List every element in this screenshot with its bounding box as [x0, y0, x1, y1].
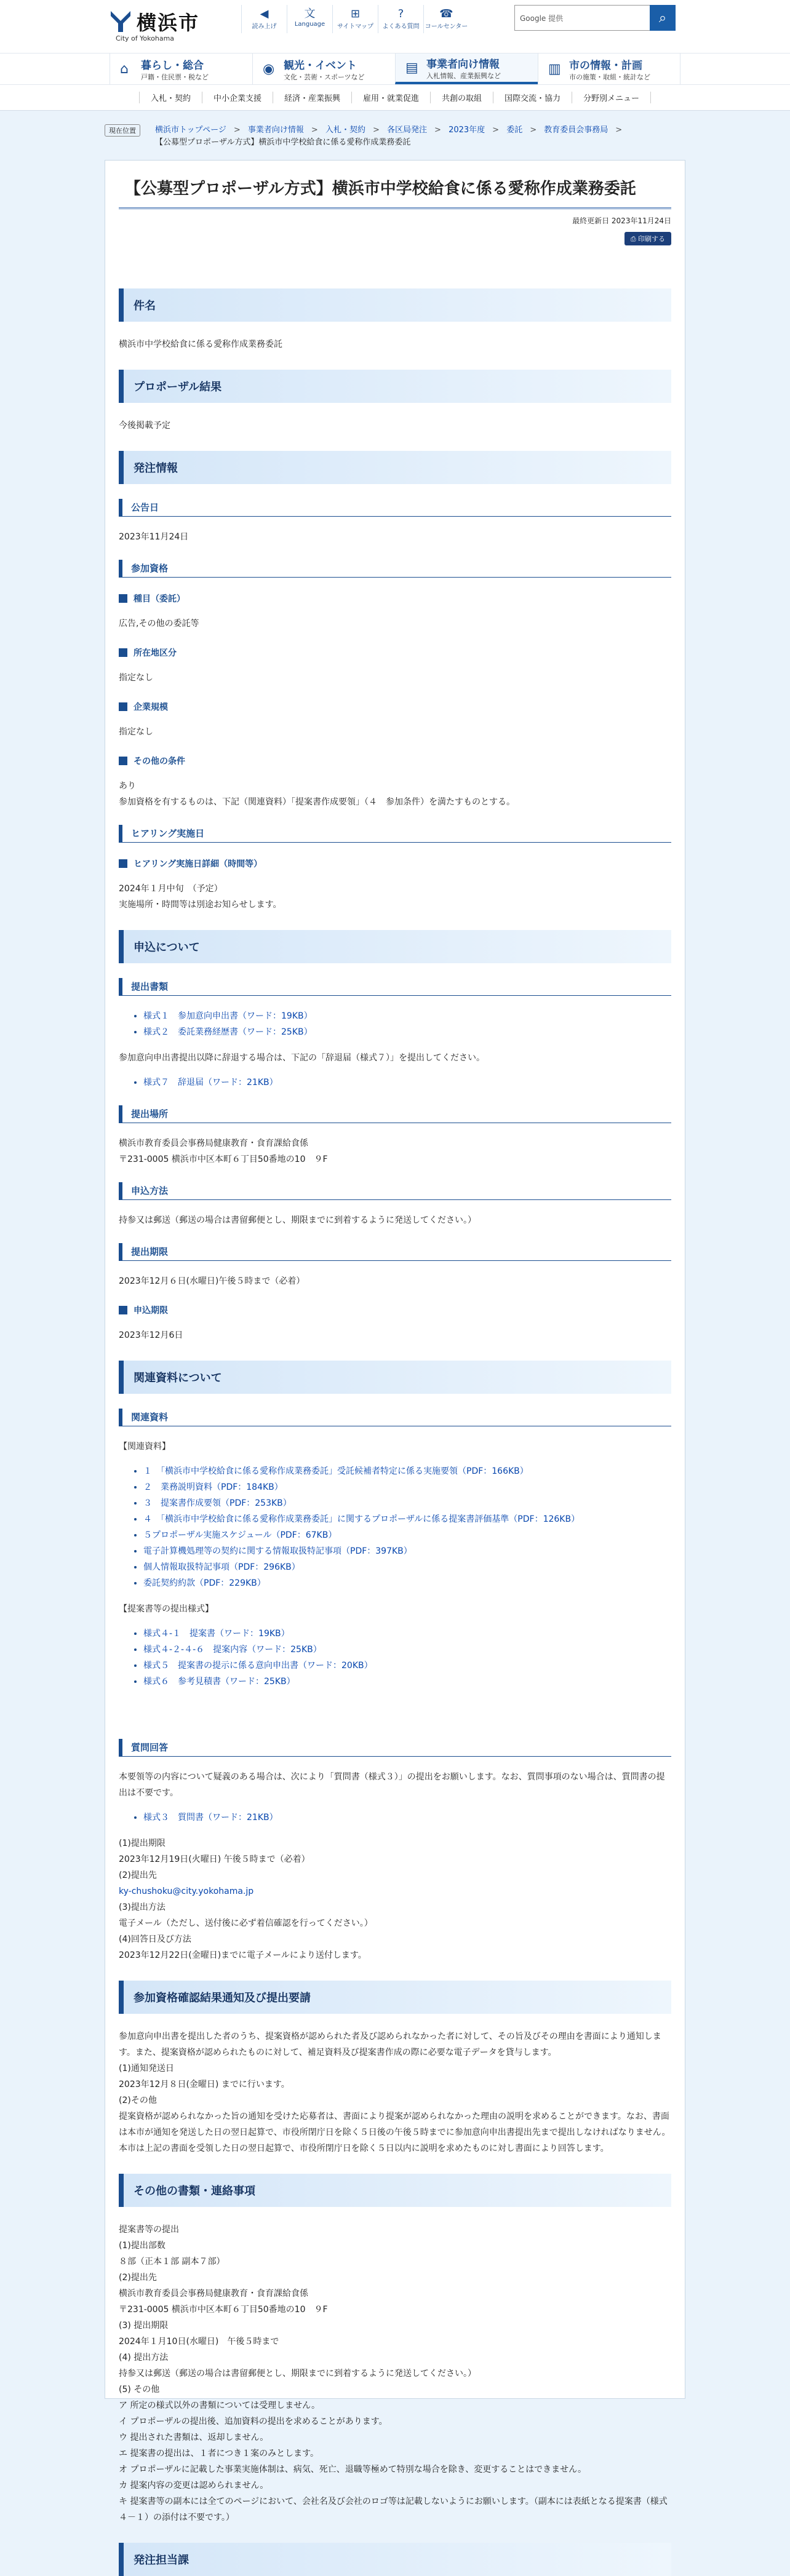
body-text: イ プロポーザルの提出後、追加資料の提出を求めることがあります。 [119, 2417, 388, 2427]
body-text: 今後掲載予定 [119, 421, 170, 431]
body-text: 2023年12月19日(火曜日) 午後５時まで（必着） [119, 1854, 310, 1864]
body-text: 持参又は郵送（郵送の場合は書留郵便とし、期限までに到着するように発送してください。） [119, 1215, 476, 1225]
home-icon: ⌂ [120, 61, 129, 77]
body-text: 2023年12月６日(水曜日)午後５時まで（必着） [119, 1276, 305, 1286]
subsection-heading: 提出書類 [119, 978, 671, 996]
list-item [143, 1527, 671, 1543]
breadcrumb-current: 【公募型プロポーザル方式】横浜市中学校給食に係る愛称作成業務委託 [155, 138, 411, 147]
subsection-heading: 申込方法 [119, 1182, 671, 1200]
file-link[interactable]: ４ 「横浜市中学校給食に係る愛称作成業務委託」に関するプロポーザルに係る提案書評価基準（PDF：126KB） [143, 1514, 580, 1524]
body-text: ８部（正本１部 副本７部） [119, 2257, 225, 2267]
gnav-tourism[interactable] [252, 54, 395, 84]
file-link[interactable]: ２ 業務説明資料（PDF：184KB） [143, 1482, 283, 1492]
minor-heading: 所在地区分 [119, 646, 671, 659]
body-text: (1)提出部数 [119, 2241, 166, 2251]
file-link[interactable]: 様式５ 提案書の提示に係る意向申出書（ワード：20KB） [143, 1661, 373, 1671]
list-item [143, 1075, 671, 1091]
body-text: 【関連資料】 [119, 1442, 170, 1452]
minor-heading: その他の条件 [119, 755, 671, 767]
body-text: カ 提案内容の変更は認められません。 [119, 2481, 269, 2491]
body-text: 提案資格が認められなかった旨の通知を受けた応募者は、書面により提案が認められなかった理由の説明を求めることができます。なお、書面は本市が通知を発送した日の翌日起算で、市役所閉庁日を除く５日後の午後５時までに参加意向申出書提出先まで提出しなければなりません。本市は上記の書面を受領した日の翌日起算で、市役所閉庁日を除く５日以内に説明を求めたものに対し書面により回答します。 [119, 2112, 671, 2153]
search-button[interactable] [650, 5, 676, 31]
list-item [143, 1642, 671, 1658]
file-link[interactable]: ３ 提案書作成要領（PDF：253KB） [143, 1498, 292, 1508]
gnav-sub: 文化・芸術・スポーツなど [284, 73, 365, 81]
breadcrumb-link[interactable]: 各区局発注 [387, 125, 428, 135]
body-text: 【提案書等の提出様式】 [119, 1604, 213, 1614]
site-search [514, 5, 676, 31]
util-read-aloud[interactable] [241, 5, 287, 33]
body-text: (1)提出期限 [119, 1839, 166, 1848]
file-list [143, 1463, 671, 1591]
phone-icon: ☎ [439, 7, 453, 20]
util-faq[interactable] [378, 5, 423, 33]
breadcrumb-sep: > [311, 125, 318, 135]
body-text: 参加意向申出書提出以降に辞退する場合は、下記の「辞退届（様式７）」を提出してください。 [119, 1053, 485, 1063]
logo-name: 横浜市 [137, 11, 200, 34]
file-list [143, 1075, 671, 1091]
util-call-center[interactable] [423, 5, 469, 33]
util-label: Language [294, 21, 325, 28]
body-text: 参加意向申出書を提出した者のうち、提案資格が認められた者及び認められなかった者に対して、その旨及びその理由を書面により通知します。また、提案資格が認められたものに対して、補足資料及び提案書作成の際に必要な電子データを貸与します。 [119, 2032, 661, 2057]
city-logo[interactable] [108, 5, 201, 48]
file-link[interactable]: 様式４-２-４-６ 提案内容（ワード：25KB） [143, 1645, 322, 1655]
section-heading: 発注情報 [119, 451, 671, 484]
file-list [143, 1626, 671, 1690]
body-text: (2)その他 [119, 2096, 157, 2105]
breadcrumb-sep: > [233, 125, 241, 135]
gnav-living[interactable] [110, 54, 252, 84]
file-link[interactable]: 様式１ 参加意向申出書（ワード：19KB） [143, 1011, 313, 1021]
breadcrumb-link[interactable]: 横浜市トップページ [155, 125, 226, 135]
main-content [105, 160, 685, 2567]
list-item [143, 1024, 671, 1040]
list-item [143, 1479, 671, 1495]
body-text: キ 提案書等の副本には全てのページにおいて、会社名及び会社のロゴ等は記載しないようにお願いします。（副本には表紙となる提案書（様式４－１）の添付は不要です。） [119, 2497, 668, 2522]
breadcrumb-sep: > [615, 125, 623, 135]
gnav-title: 観光・イベント [284, 59, 357, 72]
section-heading: その他の書類・連絡事項 [119, 2174, 671, 2207]
list-item [143, 1658, 671, 1674]
body-text: (3) 提出期限 [119, 2321, 169, 2331]
sub-nav [0, 85, 790, 111]
subsection-heading: ヒアリング実施日 [119, 825, 671, 843]
body-text: 2023年11月24日 [119, 532, 189, 542]
util-label: 読み上げ [252, 23, 277, 30]
body-text: 2023年12月6日 [119, 1330, 183, 1340]
global-nav [0, 53, 790, 85]
search-input[interactable]: Google 提供 [514, 5, 650, 31]
email-link[interactable]: ky-chushoku@city.yokohama.jp [119, 1886, 254, 1896]
body-text: 参加資格を有するものは、下記（関連資料）「提案書作成要領」（４ 参加条件）を満たすものとする。 [119, 797, 515, 807]
file-link[interactable]: １ 「横浜市中学校給食に係る愛称作成業務委託」受託候補者特定に係る実施要領（PDF：166KB） [143, 1466, 529, 1476]
utility-nav [241, 5, 469, 33]
body-text: 2024年１月中旬 （予定） [119, 884, 223, 894]
faq-icon: ? [397, 7, 404, 20]
breadcrumb-link[interactable]: 事業者向け情報 [247, 125, 304, 135]
body-text: (4) 提出方法 [119, 2353, 169, 2363]
body-text: 2023年12月22日(金曜日)までに電子メールにより送付します。 [119, 1950, 367, 1960]
body-text: (5) その他 [119, 2385, 160, 2395]
subnav-item[interactable]: 共創の取組 [431, 92, 493, 103]
body-text: (2)提出先 [119, 2273, 157, 2283]
body-text: ア 所定の様式以外の書類については受理しません。 [119, 2401, 321, 2411]
util-language[interactable] [287, 5, 332, 33]
language-icon: 文 [304, 7, 316, 20]
body-text: 指定なし [119, 673, 153, 683]
breadcrumb-link[interactable]: 2023年度 [449, 125, 485, 135]
body-text: 持参又は郵送（郵送の場合は書留郵便とし、期限までに到着するように発送してください。） [119, 2369, 476, 2379]
section-heading: 発注担当課 [119, 2543, 671, 2576]
util-label: コールセンター [425, 23, 468, 30]
subnav-item[interactable]: 分野別メニュー [572, 92, 651, 103]
list-item [143, 1810, 671, 1826]
subnav-item[interactable]: 中小企業支援 [202, 92, 273, 103]
body-text: 指定なし [119, 727, 153, 737]
util-label: サイトマップ [337, 23, 373, 30]
body-text: 実施場所・時間等は別途お知らせします。 [119, 900, 282, 910]
file-list [143, 1810, 671, 1826]
search-icon: ⌕ [658, 10, 667, 26]
body-text: 2024年１月10日(水曜日) 午後５時まで [119, 2337, 279, 2347]
file-link[interactable]: ５プロポーザル実施スケジュール（PDF：67KB） [143, 1530, 337, 1540]
subnav-item[interactable]: 雇用・就業促進 [352, 92, 431, 103]
gnav-business[interactable] [395, 54, 538, 84]
minor-heading: ヒアリング実施日詳細（時間等） [119, 857, 671, 870]
body-text: ウ 提出された書類は、返却しません。 [119, 2433, 269, 2443]
file-list [143, 1008, 671, 1040]
body-text: エ 提案書の提出は、１者につき１案のみとします。 [119, 2449, 319, 2459]
file-link[interactable]: 委託契約約款（PDF：229KB） [143, 1578, 266, 1588]
breadcrumb-label: 現在位置 [105, 124, 140, 137]
subnav-item[interactable]: 入札・契約 [139, 92, 202, 103]
body-text: あり [119, 781, 136, 791]
gnav-city-info[interactable] [538, 54, 680, 84]
file-link[interactable]: 電子計算機処理等の契約に関する情報取扱特記事項（PDF：397KB） [143, 1546, 412, 1556]
sitemap-icon: ⊞ [350, 7, 361, 20]
list-item [143, 1559, 671, 1575]
subsection-heading: 提出場所 [119, 1105, 671, 1123]
util-label: よくある質問 [382, 23, 420, 30]
body-text: 横浜市教育委員会事務局健康教育・食育課給食係 [119, 1139, 308, 1148]
section-heading: 申込について [119, 930, 671, 963]
print-label: 印刷する [638, 235, 665, 243]
breadcrumb-sep: > [434, 125, 441, 135]
yokohama-emblem-icon [108, 7, 133, 34]
gnav-sub: 市の施策・取組・統計など [569, 73, 650, 81]
section-heading: 件名 [119, 288, 671, 322]
gnav-sub: 戸籍・住民票・税など [141, 73, 209, 81]
office-icon: ▤ [405, 60, 418, 76]
gnav-title: 市の情報・計画 [569, 59, 642, 72]
subnav-item[interactable]: 国際交流・協力 [493, 92, 572, 103]
gnav-title: 事業者向け情報 [426, 58, 500, 71]
print-button[interactable] [624, 232, 671, 245]
list-item [143, 1495, 671, 1511]
subsection-heading: 質問回答 [119, 1739, 671, 1757]
subsection-heading: 提出期限 [119, 1243, 671, 1261]
camera-icon: ◉ [263, 61, 275, 77]
breadcrumb [105, 124, 685, 149]
body-text: (2)提出先 [119, 1870, 157, 1880]
subnav-item[interactable]: 経済・産業振興 [273, 92, 352, 103]
gnav-title: 暮らし・総合 [141, 59, 204, 72]
section-heading: 参加資格確認結果通知及び提出要請 [119, 1981, 671, 2014]
body-text: 広告,その他の委託等 [119, 619, 199, 629]
site-header [0, 0, 790, 53]
section-heading: 関連資料について [119, 1361, 671, 1394]
file-link[interactable]: 様式７ 辞退届（ワード：21KB） [143, 1078, 278, 1087]
minor-heading: 種目（委託） [119, 592, 671, 605]
logo-en: City of Yokohama [116, 34, 175, 42]
body-text: 本要領等の内容について疑義のある場合は、次により「質問書（様式３）」の提出をお願いします。なお、質問事項のない場合は、質問書の提出は不要です。 [119, 1772, 665, 1798]
body-text: 提案書等の提出 [119, 2225, 179, 2235]
body-text: (3)提出方法 [119, 1902, 166, 1912]
breadcrumb-sep: > [372, 125, 380, 135]
minor-heading: 企業規模 [119, 701, 671, 713]
section-heading: プロポーザル結果 [119, 370, 671, 403]
util-sitemap[interactable] [332, 5, 378, 33]
speaker-icon: ◀ [260, 7, 269, 20]
body-text: 横浜市教育委員会事務局健康教育・食育課給食係 [119, 2289, 308, 2299]
last-updated: 最終更新日 2023年11月24日 [572, 217, 671, 225]
body-text: 電子メール（ただし、送付後に必ず着信確認を行ってください。） [119, 1918, 373, 1928]
minor-heading: 申込期限 [119, 1304, 671, 1316]
breadcrumb-sep: > [492, 125, 500, 135]
file-link[interactable]: 個人情報取扱特記事項（PDF：296KB） [143, 1562, 300, 1572]
body-text: (1)通知発送日 [119, 2064, 174, 2073]
cityhall-icon: ▥ [548, 61, 561, 77]
list-item [143, 1575, 671, 1591]
breadcrumb-sep: > [530, 125, 537, 135]
list-item [143, 1674, 671, 1690]
list-item [143, 1511, 671, 1527]
body-text: 2023年12月８日(金曜日) までに行います。 [119, 2080, 290, 2089]
subsection-heading: 参加資格 [119, 560, 671, 578]
subsection-heading: 公告日 [119, 499, 671, 517]
body-text: 〒231-0005 横浜市中区本町６丁目50番地の10 ９F [119, 2305, 328, 2315]
body-text: オ プロポーザルに記載した事業実施体制は、病気、死亡、退職等極めて特別な場合を除き、変更することはできません。 [119, 2465, 587, 2475]
breadcrumb-link[interactable]: 入札・契約 [325, 125, 365, 135]
page-title: 【公募型プロポーザル方式】横浜市中学校給食に係る愛称作成業務委託 [119, 177, 671, 209]
list-item [143, 1626, 671, 1642]
body-text: (4)回答日及び方法 [119, 1934, 191, 1944]
subsection-heading: 関連資料 [119, 1409, 671, 1426]
file-link[interactable]: 様式２ 委託業務経歴書（ワード：25KB） [143, 1027, 313, 1037]
file-link[interactable]: 様式４-１ 提案書（ワード：19KB） [143, 1629, 290, 1639]
list-item [143, 1543, 671, 1559]
list-item [143, 1463, 671, 1479]
file-link[interactable]: 様式６ 参考見積書（ワード：25KB） [143, 1677, 295, 1687]
file-link[interactable]: 様式３ 質問書（ワード：21KB） [143, 1813, 278, 1823]
printer-icon: ⎙ [630, 235, 638, 243]
list-item [143, 1008, 671, 1024]
breadcrumb-link[interactable]: 教育委員会事務局 [544, 125, 608, 135]
gnav-sub: 入札情報、産業振興など [426, 71, 501, 80]
body-text: 横浜市中学校給食に係る愛称作成業務委託 [119, 340, 282, 349]
breadcrumb-link[interactable]: 委託 [506, 125, 523, 135]
body-text: 〒231-0005 横浜市中区本町６丁目50番地の10 ９F [119, 1155, 328, 1164]
